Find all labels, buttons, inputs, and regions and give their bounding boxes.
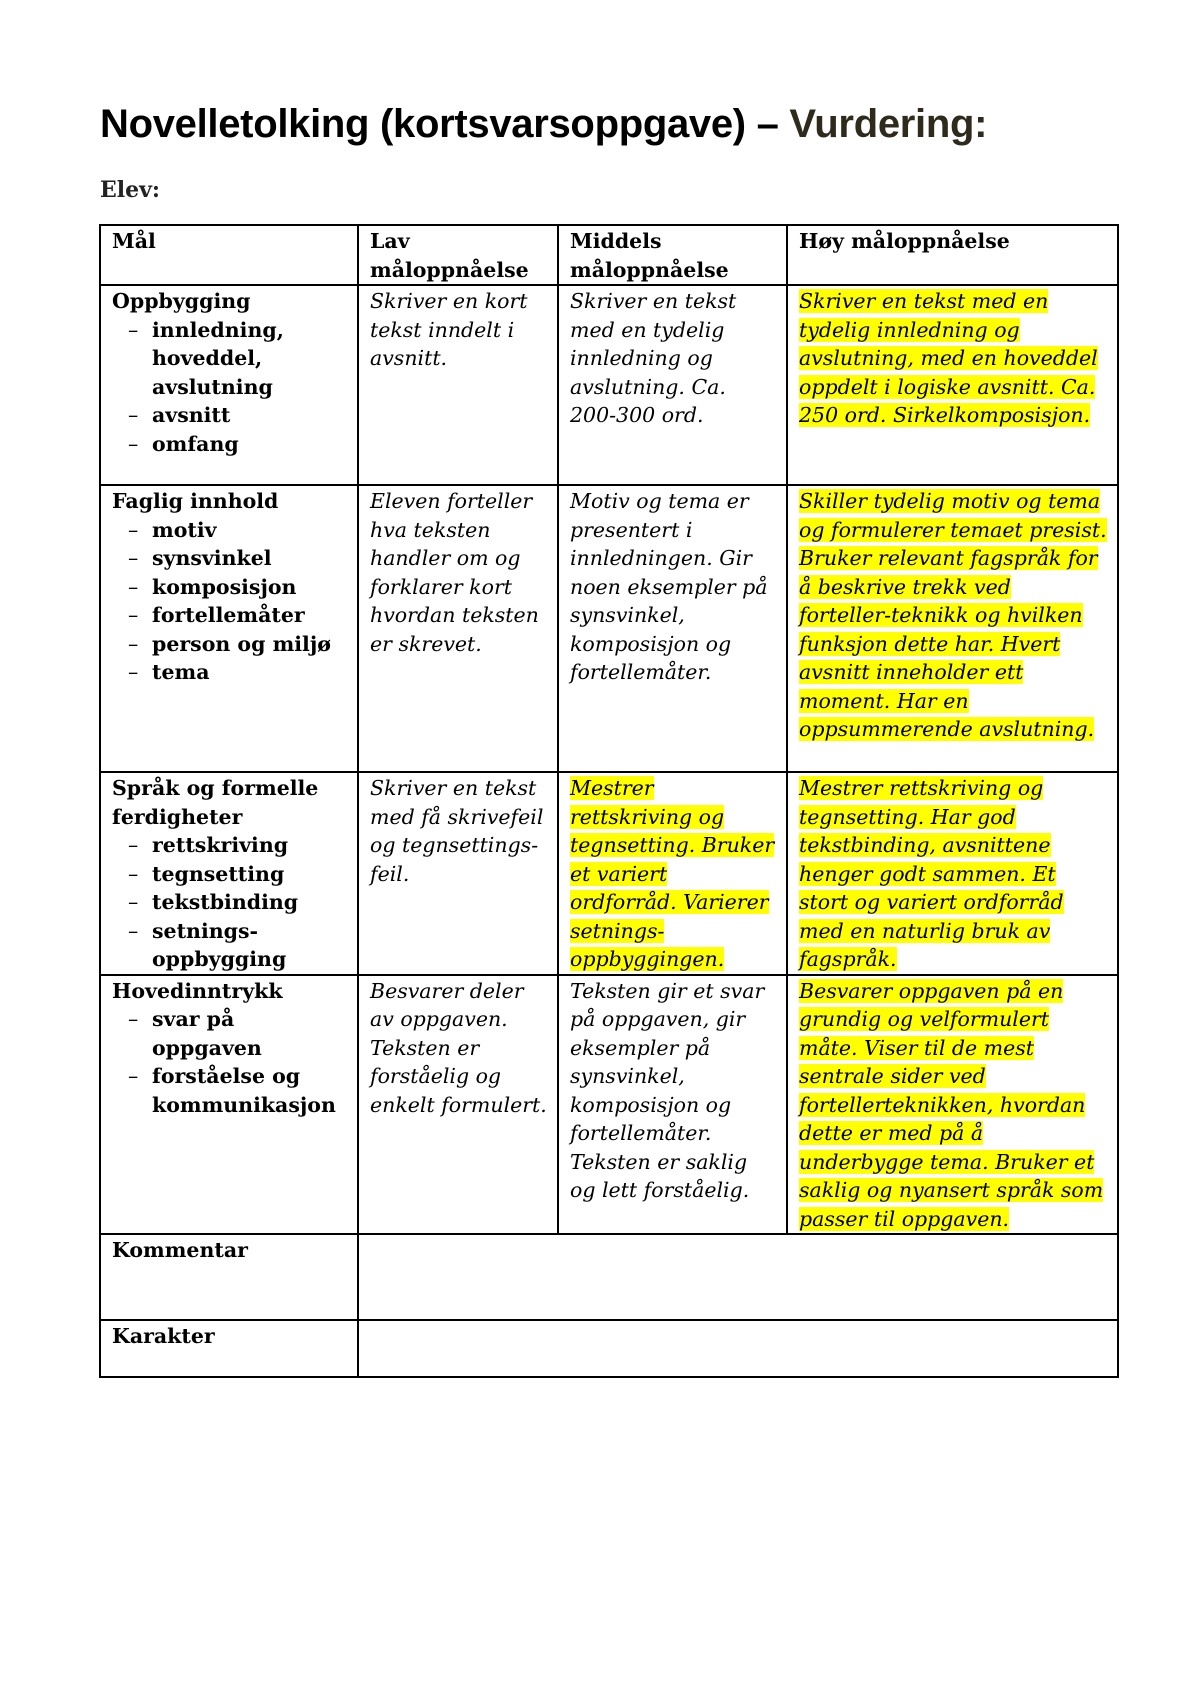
high-cell [787, 485, 1118, 772]
goal-cell [100, 772, 358, 975]
mid-cell [558, 772, 787, 975]
grade-field[interactable] [358, 1320, 1118, 1377]
goal-list [112, 516, 347, 687]
table-row [100, 285, 1118, 485]
comment-row [100, 1234, 1118, 1320]
goal-item: – forståelse og kommunikasjon [128, 1062, 347, 1119]
goal-item: – rettskriving [128, 831, 347, 860]
table-row [100, 485, 1118, 772]
comment-field[interactable] [358, 1234, 1118, 1320]
goal-item: – setnings-oppbygging [128, 917, 347, 974]
low-cell: Skriver en tekst med få skrivefeil og tegnsettings-feil. [358, 772, 558, 975]
goal-list [112, 316, 347, 459]
goal-title: Oppbygging [112, 289, 251, 313]
grade-row [100, 1320, 1118, 1377]
goal-item: – fortellemåter [128, 601, 347, 630]
goal-item: – motiv [128, 516, 347, 545]
goal-item: – avsnitt [128, 401, 347, 430]
title-accent: Vurdering: [789, 102, 988, 146]
low-cell: Besvarer deler av oppgaven. Teksten er forståelig og enkelt formulert. [358, 975, 558, 1235]
goal-item: – omfang [128, 430, 347, 459]
high-cell [787, 285, 1118, 485]
goal-title: Språk og formelle ferdigheter [112, 776, 319, 829]
goal-item: – innledning, hoveddel, avslutning [128, 316, 347, 402]
header-goal: Mål [100, 225, 358, 285]
goal-item: – tekstbinding [128, 888, 347, 917]
document-title [100, 102, 987, 147]
student-label: Elev: [100, 177, 161, 203]
highlighted-text: Mestrer rettskriving og tegnsetting. Bruker et variert ordforråd. Varierer setnings-oppbyggingen. [570, 776, 775, 971]
low-cell: Eleven forteller hva teksten handler om og forklarer kort hvordan teksten er skrevet. [358, 485, 558, 772]
highlighted-text: Skiller tydelig motiv og tema og formulerer temaet presist. Bruker relevant fagspråk for å beskrive trekk ved forteller-teknikk og hvilken funksjon dette har. Hvert avsnitt inneholder ett moment. Har en oppsummerende avslutning. [799, 489, 1107, 741]
goal-cell [100, 485, 358, 772]
goal-item: – tegnsetting [128, 860, 347, 889]
goal-item: – komposisjon [128, 573, 347, 602]
low-cell: Skriver en kort tekst inndelt i avsnitt. [358, 285, 558, 485]
grade-label: Karakter [100, 1320, 358, 1377]
highlighted-text: Skriver en tekst med en tydelig innledning og avslutning, med en hoveddel oppdelt i logiske avsnitt. Ca. 250 ord. Sirkelkomposisjon. [799, 289, 1098, 427]
goal-cell [100, 975, 358, 1235]
goal-item: – synsvinkel [128, 544, 347, 573]
title-main: Novelletolking (kortsvarsoppgave) – [100, 102, 790, 146]
goal-item: – person og miljø [128, 630, 347, 659]
table-header-row [100, 225, 1118, 285]
header-low: Lav måloppnåelse [358, 225, 558, 285]
mid-cell: Skriver en tekst med en tydelig innledning og avslutning. Ca. 200-300 ord. [558, 285, 787, 485]
table-row [100, 772, 1118, 975]
table-row [100, 975, 1118, 1235]
goal-title: Hovedinntrykk [112, 978, 283, 1003]
mid-cell: Teksten gir et svar på oppgaven, gir eksempler på synsvinkel, komposisjon og fortellemåter. Teksten er saklig og lett forståelig. [558, 975, 787, 1235]
high-cell [787, 975, 1118, 1235]
goal-list [112, 831, 347, 974]
goal-item: – tema [128, 658, 347, 687]
highlighted-text: Besvarer oppgaven på en grundig og velformulert måte. Viser til de mest sentrale sider ved fortellerteknikken, hvordan dette er med på å underbygge tema. Bruker et saklig og nyansert språk som passer til oppgaven. [799, 978, 1104, 1231]
header-mid: Middels måloppnåelse [558, 225, 787, 285]
goal-item: – svar på oppgaven [128, 1005, 347, 1062]
goal-list [112, 1005, 347, 1119]
header-high: Høy måloppnåelse [787, 225, 1118, 285]
mid-cell: Motiv og tema er presentert i innledningen. Gir noen eksempler på synsvinkel, komposisjon og fortellemåter. [558, 485, 787, 772]
comment-label: Kommentar [100, 1234, 358, 1320]
high-cell [787, 772, 1118, 975]
goal-title: Faglig innhold [112, 489, 279, 513]
assessment-rubric-table [99, 224, 1119, 1378]
highlighted-text: Mestrer rettskriving og tegnsetting. Har god tekstbinding, avsnittene henger godt sammen. Et stort og variert ordforråd med en naturlig bruk av fagspråk. [799, 776, 1064, 971]
goal-cell [100, 285, 358, 485]
